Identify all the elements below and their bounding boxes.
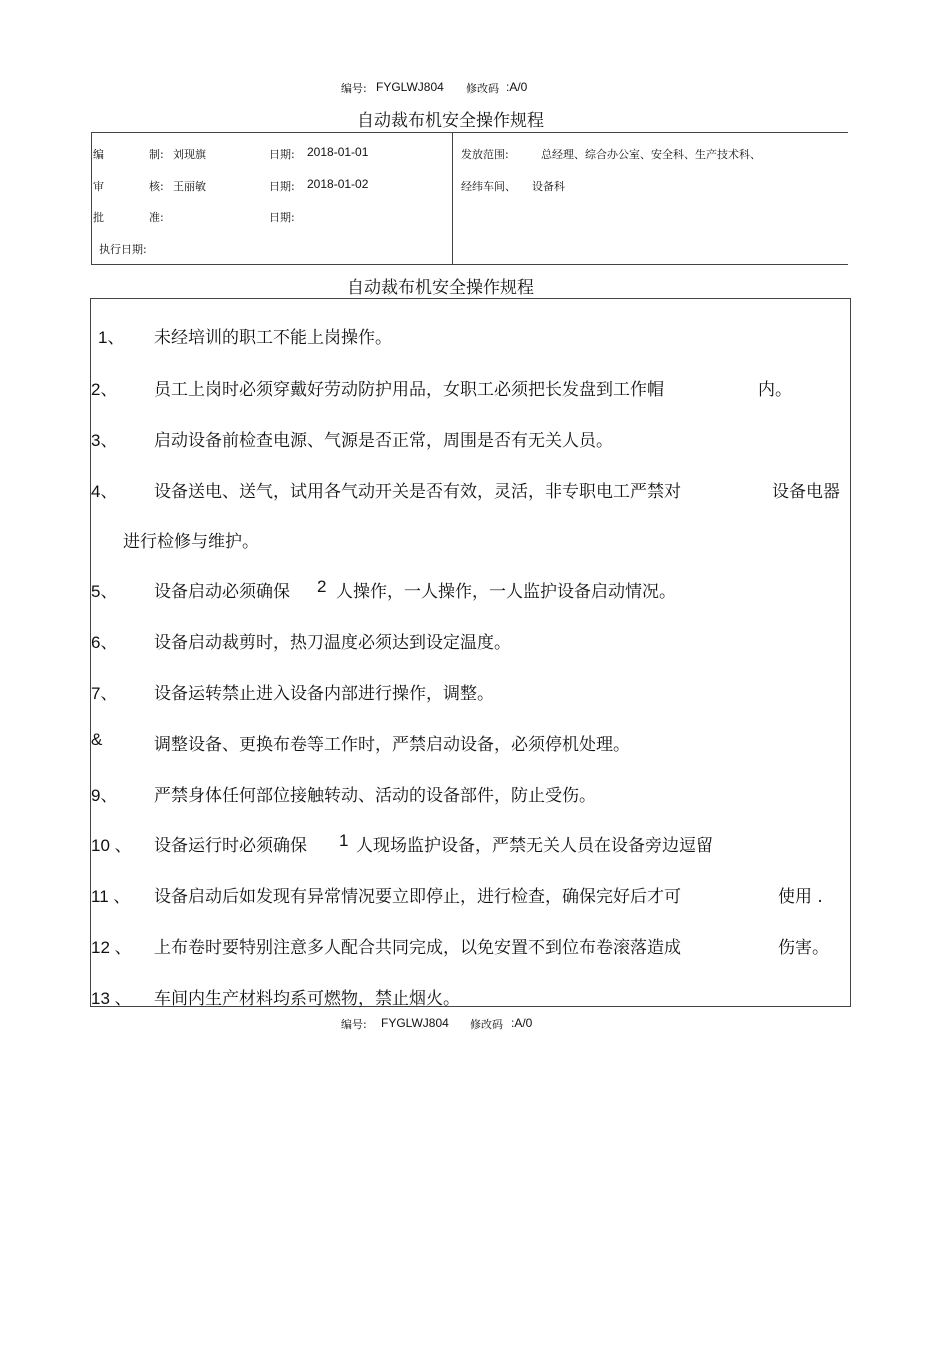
- code-label: 编号:: [341, 1018, 367, 1031]
- rule-text: 调整设备、更换布卷等工作时，严禁启动设备，必须停机处理。: [154, 735, 630, 755]
- rule-text: 设备运转禁止进入设备内部进行操作，调整。: [154, 684, 494, 704]
- rev-label: 修改码: [466, 82, 499, 95]
- rule-text: 设备运行时必须确保: [154, 836, 307, 856]
- approved-date-label: 日期:: [269, 211, 295, 224]
- rule-text: 员工上岗时必须穿戴好劳动防护用品，女职工必须把长发盘到工作帽: [154, 380, 664, 400]
- distribution-line2b: 设备科: [532, 180, 565, 193]
- distribution-line2a: 经纬车间、: [461, 180, 516, 193]
- rule-text: 车间内生产材料均系可燃物，禁止烟火。: [154, 989, 460, 1009]
- reviewed-label-a: 审: [93, 180, 104, 193]
- code-label: 编号:: [341, 82, 367, 95]
- rev-code: :A/0: [506, 80, 528, 94]
- compiled-label-a: 编: [93, 148, 104, 161]
- section-title: 自动裁布机安全操作规程: [347, 278, 534, 298]
- rev-code: :A/0: [511, 1016, 533, 1030]
- rule-text-tail: 内。: [758, 380, 792, 400]
- rule-number: 12 、: [91, 938, 132, 957]
- rule-number-inline: 1: [339, 831, 349, 850]
- rule-number: 13 、: [91, 989, 132, 1008]
- rule-text-tail: 使用 .: [778, 887, 823, 907]
- rule-text-tail: 设备电器: [772, 482, 840, 502]
- rule-number: 3、: [91, 431, 118, 450]
- doc-code: FYGLWJ804: [381, 1016, 449, 1030]
- rule-number: 7、: [91, 684, 118, 703]
- doc-code: FYGLWJ804: [376, 80, 444, 94]
- exec-date-label: 执行日期:: [99, 243, 147, 256]
- rule-text: 设备送电、送气，试用各气动开关是否有效，灵活，非专职电工严禁对: [154, 482, 681, 502]
- compiled-date-label: 日期:: [269, 148, 295, 161]
- rule-number: 10 、: [91, 836, 132, 855]
- reviewed-label-b: 核:: [149, 180, 164, 193]
- rule-text-continued: 进行检修与维护。: [123, 532, 259, 552]
- rule-number: 5、: [91, 582, 118, 601]
- rule-text-2: 人操作，一人操作，一人监护设备启动情况。: [336, 582, 676, 602]
- rule-text: 启动设备前检查电源、气源是否正常，周围是否有无关人员。: [154, 431, 613, 451]
- rule-number: 2、: [91, 380, 118, 399]
- compiled-label-b: 制:: [149, 148, 164, 161]
- distribution-line1: 总经理、综合办公室、安全科、生产技术科、: [541, 148, 761, 161]
- rule-number-inline: 2: [317, 577, 327, 596]
- rev-label: 修改码: [470, 1018, 503, 1031]
- compiled-date: 2018-01-01: [307, 145, 369, 159]
- approved-label-a: 批: [93, 211, 104, 224]
- rule-text-tail: 伤害。: [778, 938, 829, 958]
- rule-number: 9、: [91, 786, 118, 805]
- rule-text: 设备启动裁剪时，热刀温度必须达到设定温度。: [154, 633, 511, 653]
- rule-text: 未经培训的职工不能上岗操作。: [154, 328, 392, 348]
- reviewed-date: 2018-01-02: [307, 177, 369, 191]
- rule-text: 设备启动后如发现有异常情况要立即停止，进行检查，确保完好后才可: [154, 887, 681, 907]
- rule-number: &: [91, 730, 103, 749]
- rule-text: 设备启动必须确保: [154, 582, 290, 602]
- compiled-name: 刘现旗: [173, 148, 206, 161]
- rule-number: 6、: [91, 633, 118, 652]
- reviewed-date-label: 日期:: [269, 180, 295, 193]
- rule-number: 4、: [91, 482, 118, 501]
- rule-text-2: 人现场监护设备，严禁无关人员在设备旁边逗留: [356, 836, 713, 856]
- rule-number: 11 、: [91, 887, 131, 906]
- approved-label-b: 准:: [149, 211, 164, 224]
- distribution-label: 发放范围:: [461, 148, 509, 161]
- reviewed-name: 王丽敏: [173, 180, 206, 193]
- rule-number: 1、: [98, 328, 125, 347]
- doc-title: 自动裁布机安全操作规程: [357, 111, 544, 131]
- rule-text: 严禁身体任何部位接触转动、活动的设备部件，防止受伤。: [154, 786, 596, 806]
- rule-text: 上布卷时要特别注意多人配合共同完成，以免安置不到位布卷滚落造成: [154, 938, 681, 958]
